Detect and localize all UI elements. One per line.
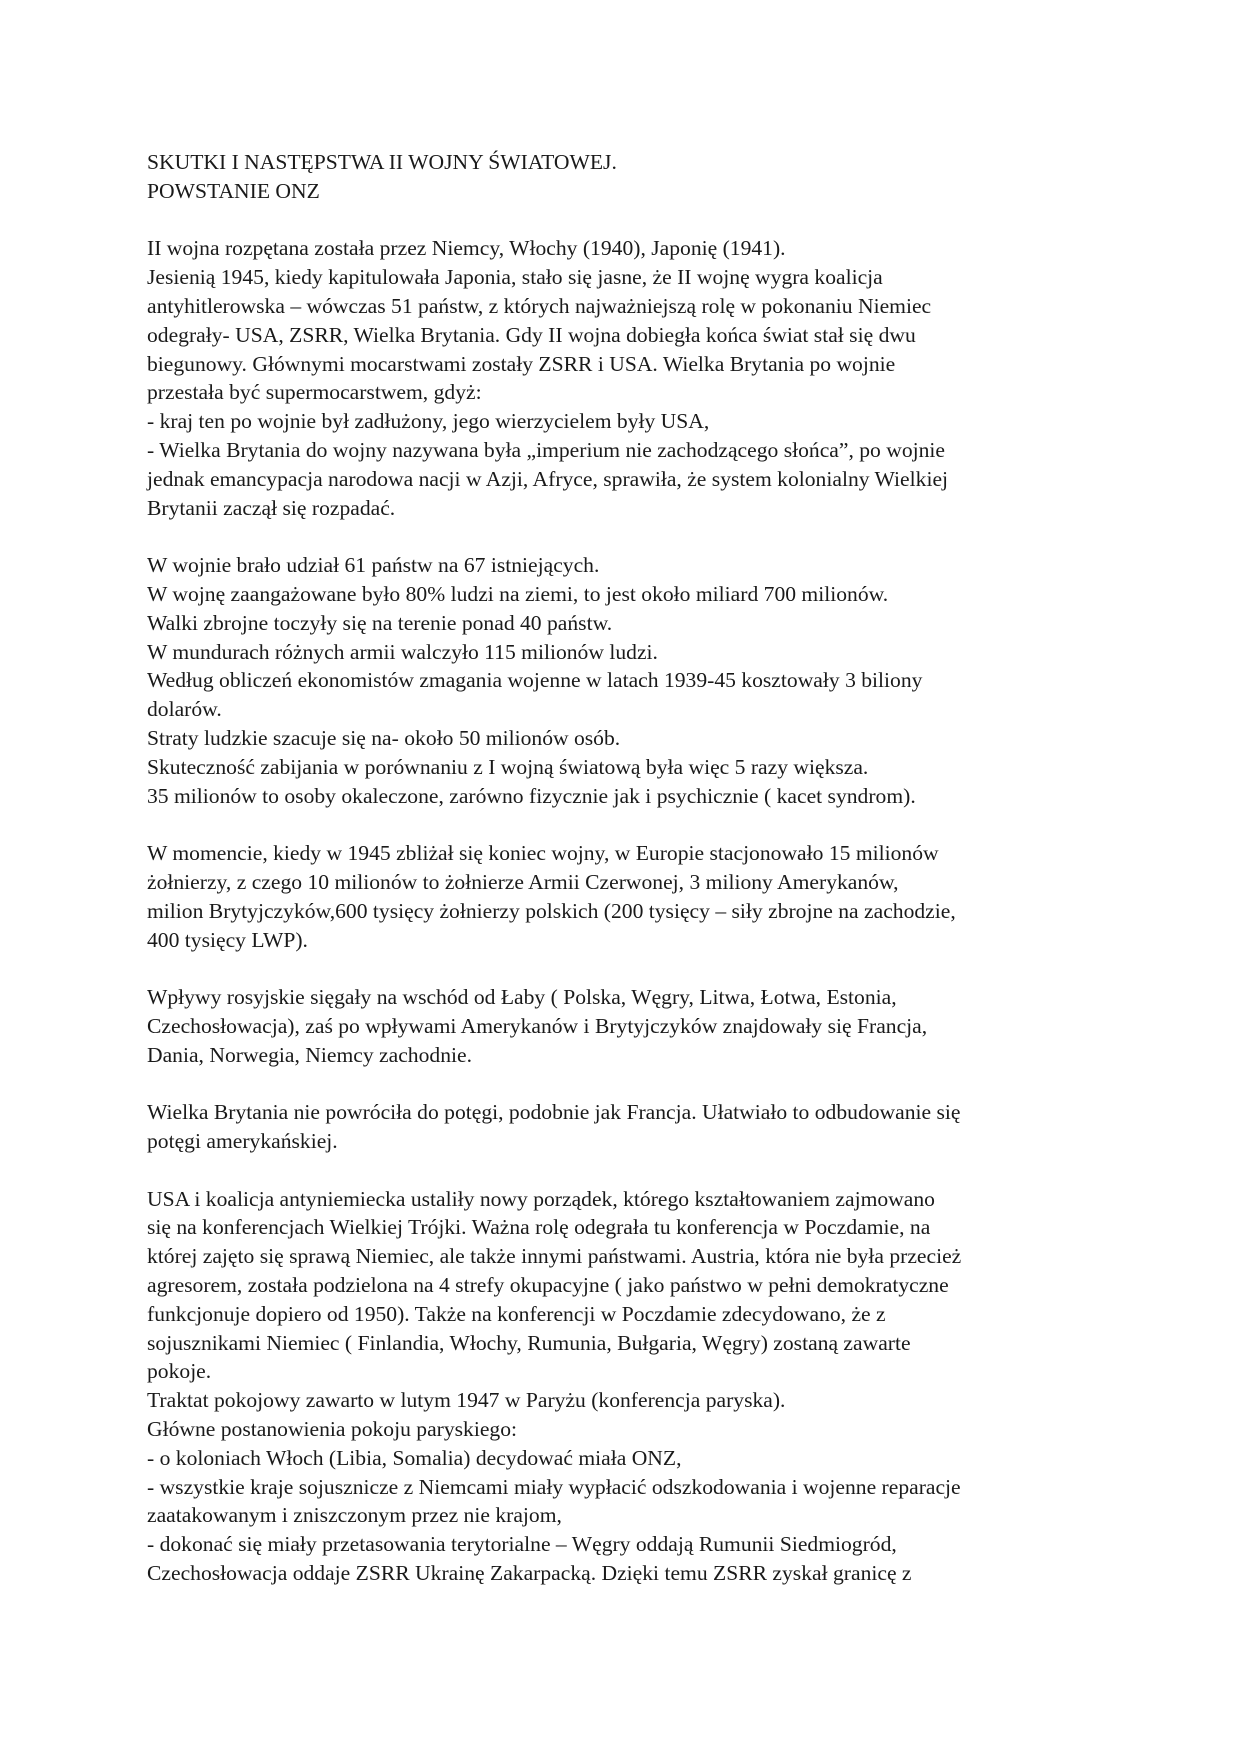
text-line: Czechosłowacja), zaś po wpływami Amerykanów i Brytyjczyków znajdowały się Francja, [147, 1013, 928, 1038]
text-line: się na konferencjach Wielkiej Trójki. Ważna rolę odegrała tu konferencja w Poczdamie, na [147, 1215, 931, 1240]
text-line: Walki zbrojne toczyły się na terenie ponad 40 państw. [147, 610, 613, 635]
paragraph-spacer [147, 954, 1097, 983]
text-line: Czechosłowacja oddaje ZSRR Ukrainę Zakarpacką. Dzięki temu ZSRR zyskał granicę z [147, 1561, 912, 1586]
paragraph-spacer [147, 1156, 1097, 1185]
paragraph-spacer [147, 206, 1097, 235]
text-line: W momencie, kiedy w 1945 zbliżał się koniec wojny, w Europie stacjonowało 15 milionów [147, 841, 939, 866]
text-line: odegrały- USA, ZSRR, Wielka Brytania. Gdy II wojna dobiegła końca świat stał się dwu [147, 322, 916, 347]
text-line: Skuteczność zabijania w porównaniu z I wojną światową była więc 5 razy większa. [147, 754, 869, 779]
text-line: agresorem, została podzielona na 4 strefy okupacyjne ( jako państwo w pełni demokratyczne [147, 1273, 949, 1298]
text-line: jednak emancypacja narodowa nacji w Azji, Afryce, sprawiła, że system kolonialny Wielkiej [147, 466, 949, 491]
text-line: - dokonać się miały przetasowania terytorialne – Węgry oddają Rumunii Siedmiogród, [147, 1532, 897, 1557]
text-line: której zajęto się sprawą Niemiec, ale także innymi państwami. Austria, która nie była przecież [147, 1244, 962, 1269]
text-line: przestała być supermocarstwem, gdyż: [147, 380, 482, 405]
text-line: sojusznikami Niemiec ( Finlandia, Włochy, Rumunia, Bułgaria, Węgry) zostaną zawarte [147, 1330, 911, 1355]
text-line: funkcjonuje dopiero od 1950). Także na konferencji w Poczdamie zdecydowano, że z [147, 1301, 886, 1326]
text-line: Główne postanowienia pokoju paryskiego: [147, 1417, 518, 1442]
text-line: - kraj ten po wojnie był zadłużony, jego wierzycielem były USA, [147, 409, 710, 434]
paragraph-spacer [147, 1070, 1097, 1099]
text-line: Według obliczeń ekonomistów zmagania wojenne w latach 1939-45 kosztowały 3 biliony [147, 668, 923, 693]
paragraph [147, 1185, 1097, 1588]
paragraph-spacer [147, 522, 1097, 551]
text-line: Traktat pokojowy zawarto w lutym 1947 w Paryżu (konferencja paryska). [147, 1388, 786, 1413]
text-line: żołnierzy, z czego 10 milionów to żołnierze Armii Czerwonej, 3 miliony Amerykanów, [147, 869, 899, 894]
text-line: 35 milionów to osoby okaleczone, zarówno fizycznie jak i psychicznie ( kacet syndrom). [147, 783, 916, 808]
paragraph-spacer [147, 810, 1097, 839]
text-line: II wojna rozpętana została przez Niemcy, Włochy (1940), Japonię (1941). [147, 236, 786, 261]
text-line: Wpływy rosyjskie sięgały na wschód od Łaby ( Polska, Węgry, Litwa, Łotwa, Estonia, [147, 985, 897, 1010]
text-line: Jesienią 1945, kiedy kapitulowała Japonia, stało się jasne, że II wojnę wygra koalicja [147, 265, 883, 290]
text-line: W mundurach różnych armii walczyło 115 milionów ludzi. [147, 639, 658, 664]
text-line: zaatakowanym i zniszczonym przez nie krajom, [147, 1503, 562, 1528]
text-line: antyhitlerowska – wówczas 51 państw, z których najważniejszą rolę w pokonaniu Niemiec [147, 293, 932, 318]
text-line: 400 tysięcy LWP). [147, 927, 308, 952]
text-line: W wojnie brało udział 61 państw na 67 istniejących. [147, 553, 600, 578]
text-line: - Wielka Brytania do wojny nazywana była „imperium nie zachodzącego słońca”, po wojnie [147, 437, 946, 462]
text-line: W wojnę zaangażowane było 80% ludzi na ziemi, to jest około miliard 700 milionów. [147, 581, 889, 606]
paragraph [147, 1098, 1097, 1156]
text-line: biegunowy. Głównymi mocarstwami zostały ZSRR i USA. Wielka Brytania po wojnie [147, 351, 896, 376]
text-line: Brytanii zaczął się rozpadać. [147, 495, 396, 520]
text-line: Straty ludzkie szacuje się na- około 50 milionów osób. [147, 725, 621, 750]
text-line: - o koloniach Włoch (Libia, Somalia) decydować miała ONZ, [147, 1445, 682, 1470]
text-line: USA i koalicja antyniemiecka ustaliły nowy porządek, którego kształtowaniem zajmowano [147, 1186, 935, 1211]
text-line: potęgi amerykańskiej. [147, 1129, 338, 1154]
paragraph [147, 983, 1097, 1069]
text-line: pokoje. [147, 1359, 212, 1384]
paragraph [147, 234, 1097, 522]
paragraph-list [147, 234, 1097, 1587]
text-line: - wszystkie kraje sojusznicze z Niemcami miały wypłacić odszkodowania i wojenne reparacje [147, 1474, 961, 1499]
document-title-line-1: SKUTKI I NASTĘPSTWA II WOJNY ŚWIATOWEJ. [147, 150, 617, 174]
document-body [147, 148, 1097, 1588]
text-line: Dania, Norwegia, Niemcy zachodnie. [147, 1042, 472, 1067]
paragraph [147, 551, 1097, 810]
document-title-line-2: POWSTANIE ONZ [147, 178, 320, 203]
text-line: Wielka Brytania nie powróciła do potęgi, podobnie jak Francja. Ułatwiało to odbudowanie się [147, 1100, 961, 1125]
text-line: milion Brytyjczyków,600 tysięcy żołnierzy polskich (200 tysięcy – siły zbrojne na zachodzie, [147, 898, 956, 923]
text-line: dolarów. [147, 697, 222, 722]
paragraph [147, 839, 1097, 954]
